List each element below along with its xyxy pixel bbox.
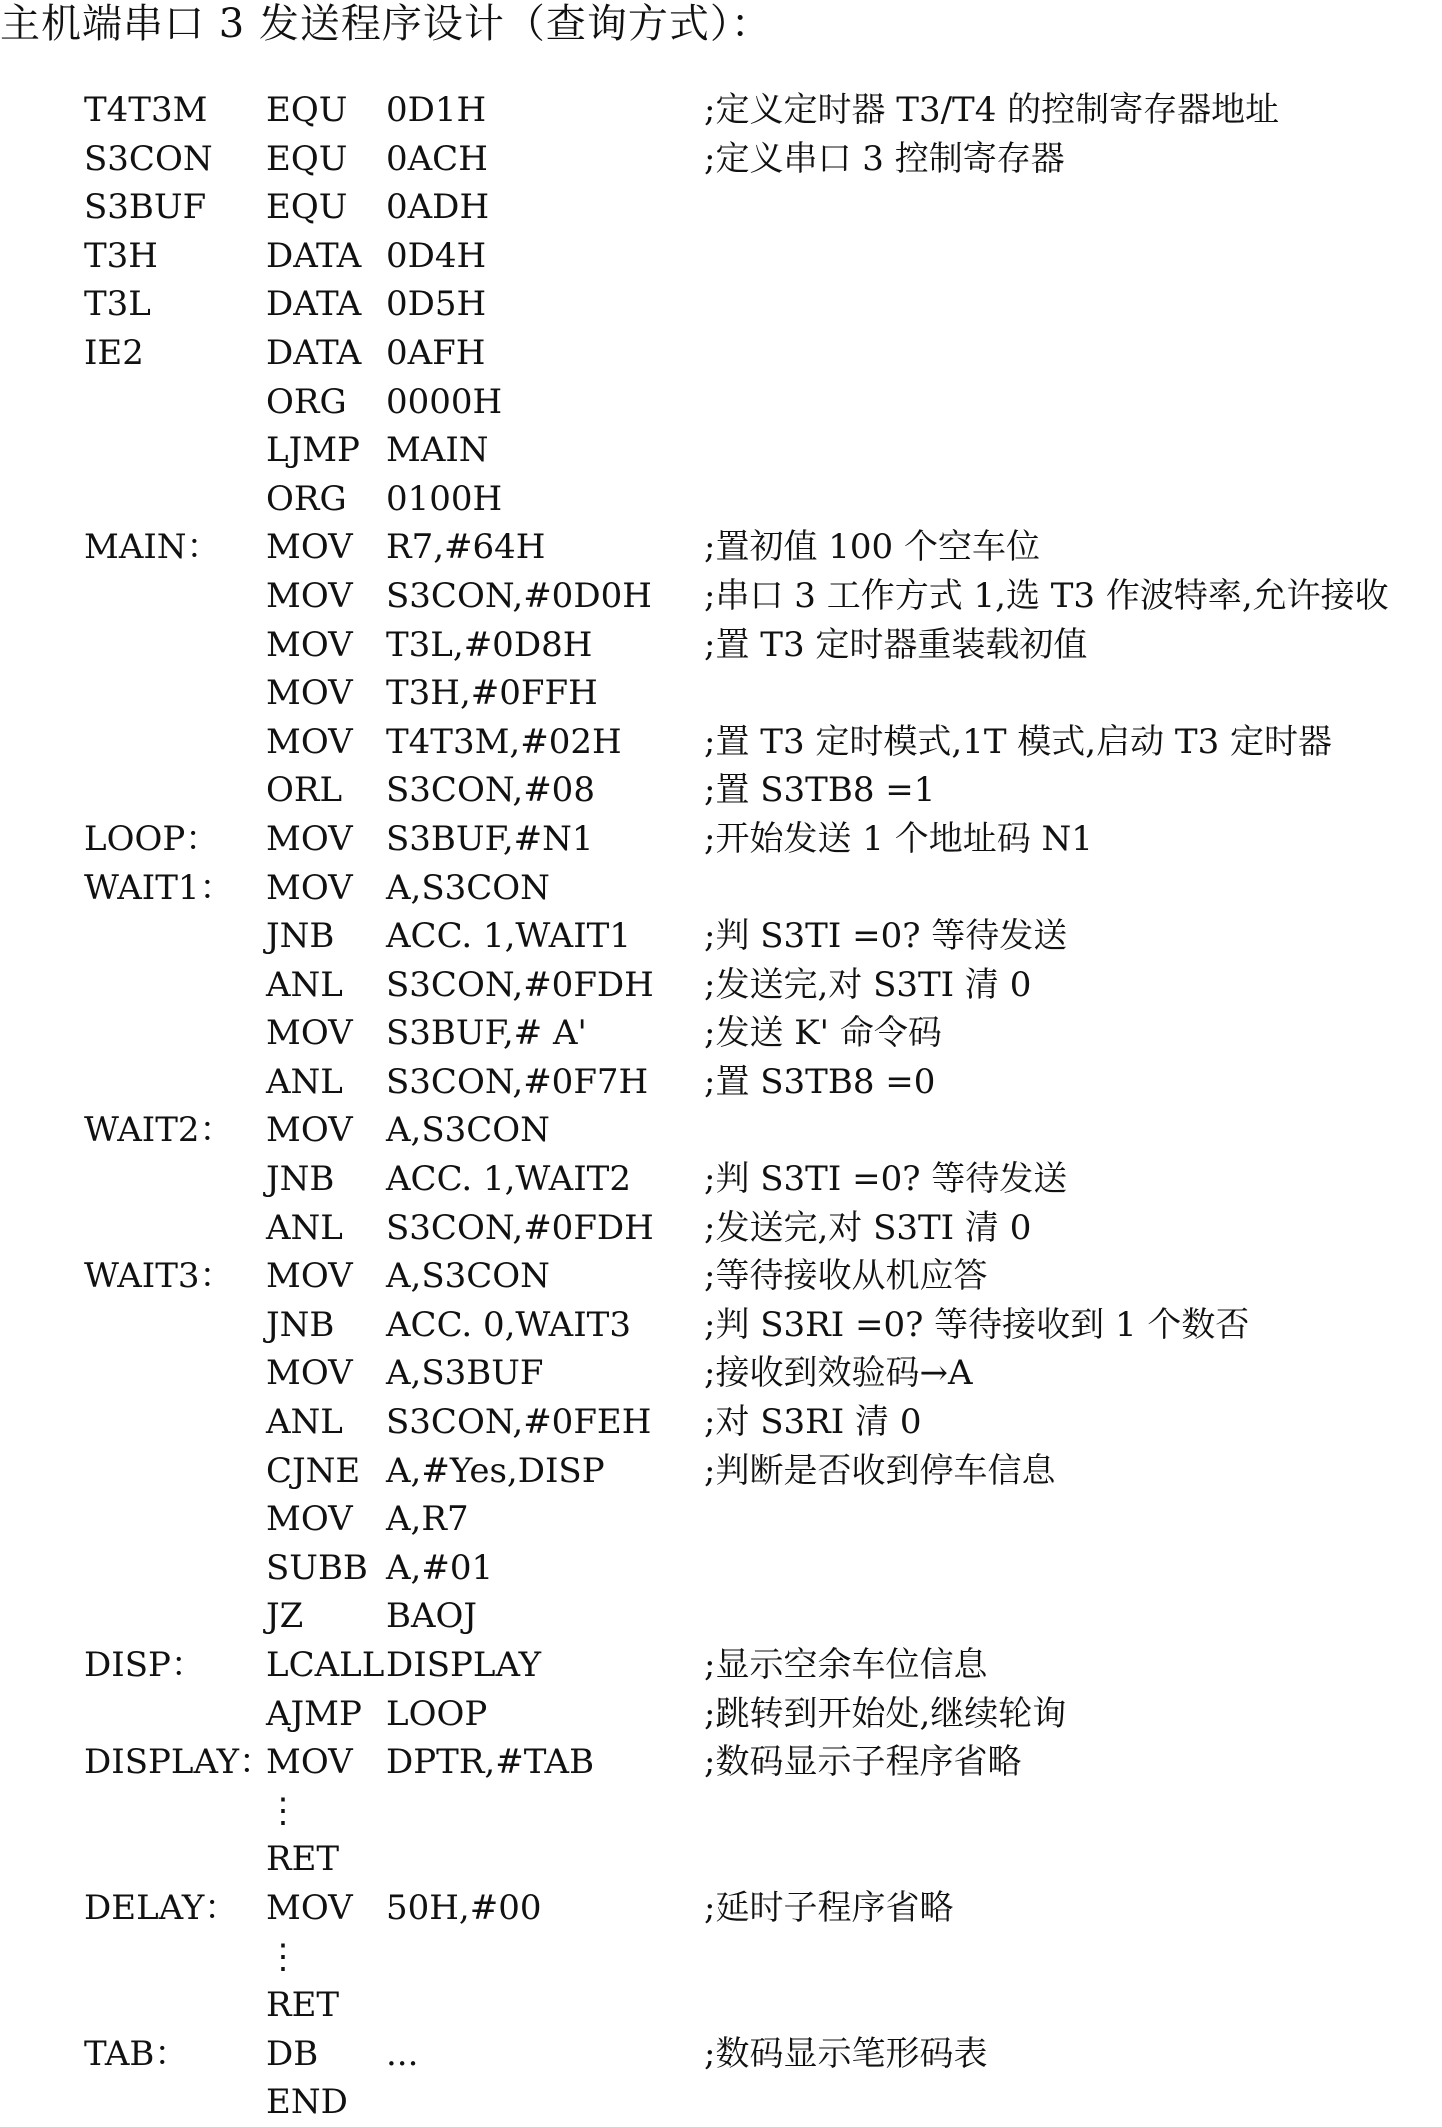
code-opcode: CJNE — [266, 1450, 361, 1491]
code-comment: ;判 S3RI =0? 等待接收到 1 个数否 — [704, 1304, 1250, 1345]
code-comment: ;置初值 100 个空车位 — [704, 527, 1040, 568]
code-opcode: RET — [266, 1985, 340, 2026]
code-opcode: ORG — [266, 381, 347, 422]
code-operand: ... — [386, 2033, 419, 2074]
code-line — [0, 426, 1442, 475]
code-opcode: DATA — [266, 235, 362, 276]
code-opcode: SUBB — [266, 1547, 368, 1588]
code-line — [0, 1835, 1442, 1884]
code-operand: A,S3CON — [386, 1256, 550, 1297]
code-line — [0, 1592, 1442, 1641]
code-operand: 0100H — [386, 478, 503, 519]
code-opcode: ANL — [266, 1061, 343, 1102]
code-operand: A,R7 — [386, 1499, 469, 1540]
code-opcode: ANL — [266, 964, 343, 1005]
code-operand: T3L,#0D8H — [386, 624, 593, 665]
code-comment: ;接收到效验码→A — [704, 1353, 973, 1394]
code-line — [0, 864, 1442, 913]
code-label: DISP： — [84, 1645, 205, 1685]
code-operand: T4T3M,#02H — [386, 721, 622, 762]
code-label: DELAY： — [84, 1887, 239, 1928]
code-operand: A,S3CON — [386, 867, 550, 908]
code-line — [0, 1252, 1442, 1301]
code-opcode: MOV — [266, 1742, 353, 1783]
code-line — [0, 1204, 1442, 1253]
code-operand: R7,#64H — [386, 527, 546, 568]
code-operand: S3CON,#0FDH — [386, 1207, 654, 1248]
code-operand: T3H,#0FFH — [386, 673, 598, 714]
code-opcode: MOV — [266, 527, 353, 568]
code-opcode: MOV — [266, 1110, 353, 1151]
code-opcode: MOV — [266, 867, 353, 908]
code-opcode: JNB — [266, 916, 335, 957]
code-opcode: EQU — [266, 187, 348, 228]
code-line — [0, 1544, 1442, 1593]
code-opcode: MOV — [266, 624, 353, 665]
code-opcode: JZ — [266, 1596, 304, 1637]
code-line — [0, 475, 1442, 524]
code-opcode: JNB — [266, 1304, 335, 1345]
code-label: S3BUF — [84, 187, 207, 228]
code-line — [0, 669, 1442, 718]
code-opcode: ANL — [266, 1207, 343, 1248]
code-comment: ;发送完,对 S3TI 清 0 — [704, 1207, 1032, 1248]
code-operand: S3CON,#08 — [386, 770, 595, 811]
code-line — [0, 1884, 1442, 1933]
code-line — [0, 961, 1442, 1010]
code-operand: S3CON,#0D0H — [386, 575, 652, 616]
code-opcode: MOV — [266, 1256, 353, 1297]
code-label: S3CON — [84, 138, 213, 179]
code-comment: ;串口 3 工作方式 1,选 T3 作波特率,允许接收 — [704, 575, 1389, 616]
code-operand: 0ACH — [386, 138, 488, 179]
code-operand: 0AFH — [386, 332, 486, 373]
code-opcode: RET — [266, 1839, 340, 1880]
code-line — [0, 1933, 1442, 1982]
code-line — [0, 1447, 1442, 1496]
code-operand: 50H,#00 — [386, 1887, 542, 1928]
code-opcode: ANL — [266, 1402, 343, 1443]
code-line — [0, 2078, 1442, 2127]
code-line — [0, 1641, 1442, 1690]
code-operand: S3BUF,#N1 — [386, 818, 594, 859]
code-comment: ;等待接收从机应答 — [704, 1256, 988, 1297]
code-opcode: JNB — [266, 1159, 335, 1200]
code-operand: S3CON,#0F7H — [386, 1061, 649, 1102]
code-operand: 0D4H — [386, 235, 487, 276]
code-comment: ;数码显示笔形码表 — [704, 2033, 988, 2074]
code-operand: A,S3CON — [386, 1110, 550, 1151]
code-operand: S3CON,#0FEH — [386, 1402, 652, 1443]
code-operand: 0D5H — [386, 284, 487, 325]
code-label: LOOP： — [84, 818, 220, 859]
code-opcode: LCALL — [266, 1645, 385, 1685]
code-line — [0, 378, 1442, 427]
code-line — [0, 1301, 1442, 1350]
code-opcode: MOV — [266, 1499, 353, 1540]
code-line — [0, 766, 1442, 815]
code-label: WAIT2： — [84, 1110, 234, 1151]
code-comment: ;定义定时器 T3/T4 的控制寄存器地址 — [704, 90, 1280, 130]
code-comment: ;置 T3 定时模式,1T 模式,启动 T3 定时器 — [704, 721, 1333, 762]
code-comment: ;判 S3TI =0? 等待发送 — [704, 1159, 1068, 1200]
code-line — [0, 621, 1442, 670]
code-operand: A,#Yes,DISP — [386, 1450, 605, 1491]
code-line — [0, 912, 1442, 961]
code-listing — [0, 86, 1442, 2127]
code-comment: ;判断是否收到停车信息 — [704, 1450, 1056, 1491]
code-opcode: MOV — [266, 1887, 353, 1928]
code-line — [0, 1058, 1442, 1107]
code-line — [0, 718, 1442, 767]
code-opcode: MOV — [266, 673, 353, 714]
code-operand: 0000H — [386, 381, 503, 422]
code-opcode: DB — [266, 2033, 319, 2074]
code-opcode: EQU — [266, 138, 348, 179]
code-label: T3L — [84, 284, 151, 325]
code-line — [0, 183, 1442, 232]
code-comment: ;对 S3RI 清 0 — [704, 1402, 922, 1443]
code-operand: S3CON,#0FDH — [386, 964, 654, 1005]
code-opcode: DATA — [266, 284, 362, 325]
page-title: 主机端串口 3 发送程序设计（查询方式）： — [0, 1, 772, 47]
code-opcode: AJMP — [266, 1693, 362, 1734]
code-line — [0, 135, 1442, 184]
code-opcode: ORL — [266, 770, 343, 811]
code-line — [0, 1106, 1442, 1155]
code-comment: ;置 T3 定时器重装载初值 — [704, 624, 1088, 665]
code-line — [0, 1009, 1442, 1058]
code-operand: S3BUF,# A' — [386, 1013, 587, 1054]
code-line — [0, 523, 1442, 572]
code-opcode: MOV — [266, 575, 353, 616]
code-line — [0, 815, 1442, 864]
code-line — [0, 2030, 1442, 2079]
code-opcode: END — [266, 2082, 348, 2123]
code-line — [0, 1398, 1442, 1447]
code-comment: ;发送完,对 S3TI 清 0 — [704, 964, 1032, 1005]
code-opcode: ORG — [266, 478, 347, 519]
code-line — [0, 1155, 1442, 1204]
code-line — [0, 572, 1442, 621]
code-operand: DPTR,#TAB — [386, 1742, 595, 1783]
code-line — [0, 1981, 1442, 2030]
code-label: DISPLAY： — [84, 1742, 274, 1783]
code-comment: ;跳转到开始处,继续轮询 — [704, 1693, 1067, 1734]
code-operand: 0D1H — [386, 90, 487, 130]
code-label: WAIT1： — [84, 867, 234, 908]
code-line — [0, 1495, 1442, 1544]
code-comment: ;显示空余车位信息 — [704, 1645, 988, 1685]
code-line — [0, 1787, 1442, 1836]
code-label: T4T3M — [84, 90, 208, 130]
code-comment: ;置 S3TB8 =0 — [704, 1061, 936, 1102]
code-line — [0, 1349, 1442, 1398]
code-opcode: MOV — [266, 721, 353, 762]
code-operand: BAOJ — [386, 1596, 478, 1637]
code-opcode: DATA — [266, 332, 362, 373]
code-opcode: ⋮ — [266, 1936, 300, 1977]
code-comment: ;数码显示子程序省略 — [704, 1742, 1022, 1783]
code-label: T3H — [84, 235, 158, 276]
code-operand: ACC. 0,WAIT3 — [386, 1304, 631, 1345]
code-operand: LOOP — [386, 1693, 488, 1734]
code-operand: A,S3BUF — [386, 1353, 544, 1394]
code-line — [0, 329, 1442, 378]
code-operand: ACC. 1,WAIT2 — [386, 1159, 631, 1200]
code-opcode: ⋮ — [266, 1790, 300, 1831]
code-comment: ;置 S3TB8 =1 — [704, 770, 936, 811]
code-label: MAIN： — [84, 527, 221, 568]
code-comment: ;发送 K' 命令码 — [704, 1013, 942, 1054]
code-comment: ;判 S3TI =0? 等待发送 — [704, 916, 1068, 957]
code-label: TAB： — [84, 2033, 189, 2074]
code-opcode: EQU — [266, 90, 348, 130]
code-line — [0, 1690, 1442, 1739]
code-operand: DISPLAY — [386, 1645, 542, 1685]
code-comment: ;延时子程序省略 — [704, 1887, 954, 1928]
code-operand: A,#01 — [386, 1547, 494, 1588]
code-line — [0, 86, 1442, 135]
code-operand: ACC. 1,WAIT1 — [386, 916, 631, 957]
code-opcode: MOV — [266, 818, 353, 859]
code-operand: 0ADH — [386, 187, 490, 228]
code-comment: ;定义串口 3 控制寄存器 — [704, 138, 1065, 179]
code-opcode: MOV — [266, 1013, 353, 1054]
code-label: IE2 — [84, 332, 144, 373]
code-operand: MAIN — [386, 430, 489, 471]
code-line — [0, 232, 1442, 281]
code-opcode: LJMP — [266, 430, 360, 471]
code-line — [0, 280, 1442, 329]
code-comment: ;开始发送 1 个地址码 N1 — [704, 818, 1093, 859]
code-line — [0, 1738, 1442, 1787]
code-label: WAIT3： — [84, 1256, 234, 1297]
code-opcode: MOV — [266, 1353, 353, 1394]
